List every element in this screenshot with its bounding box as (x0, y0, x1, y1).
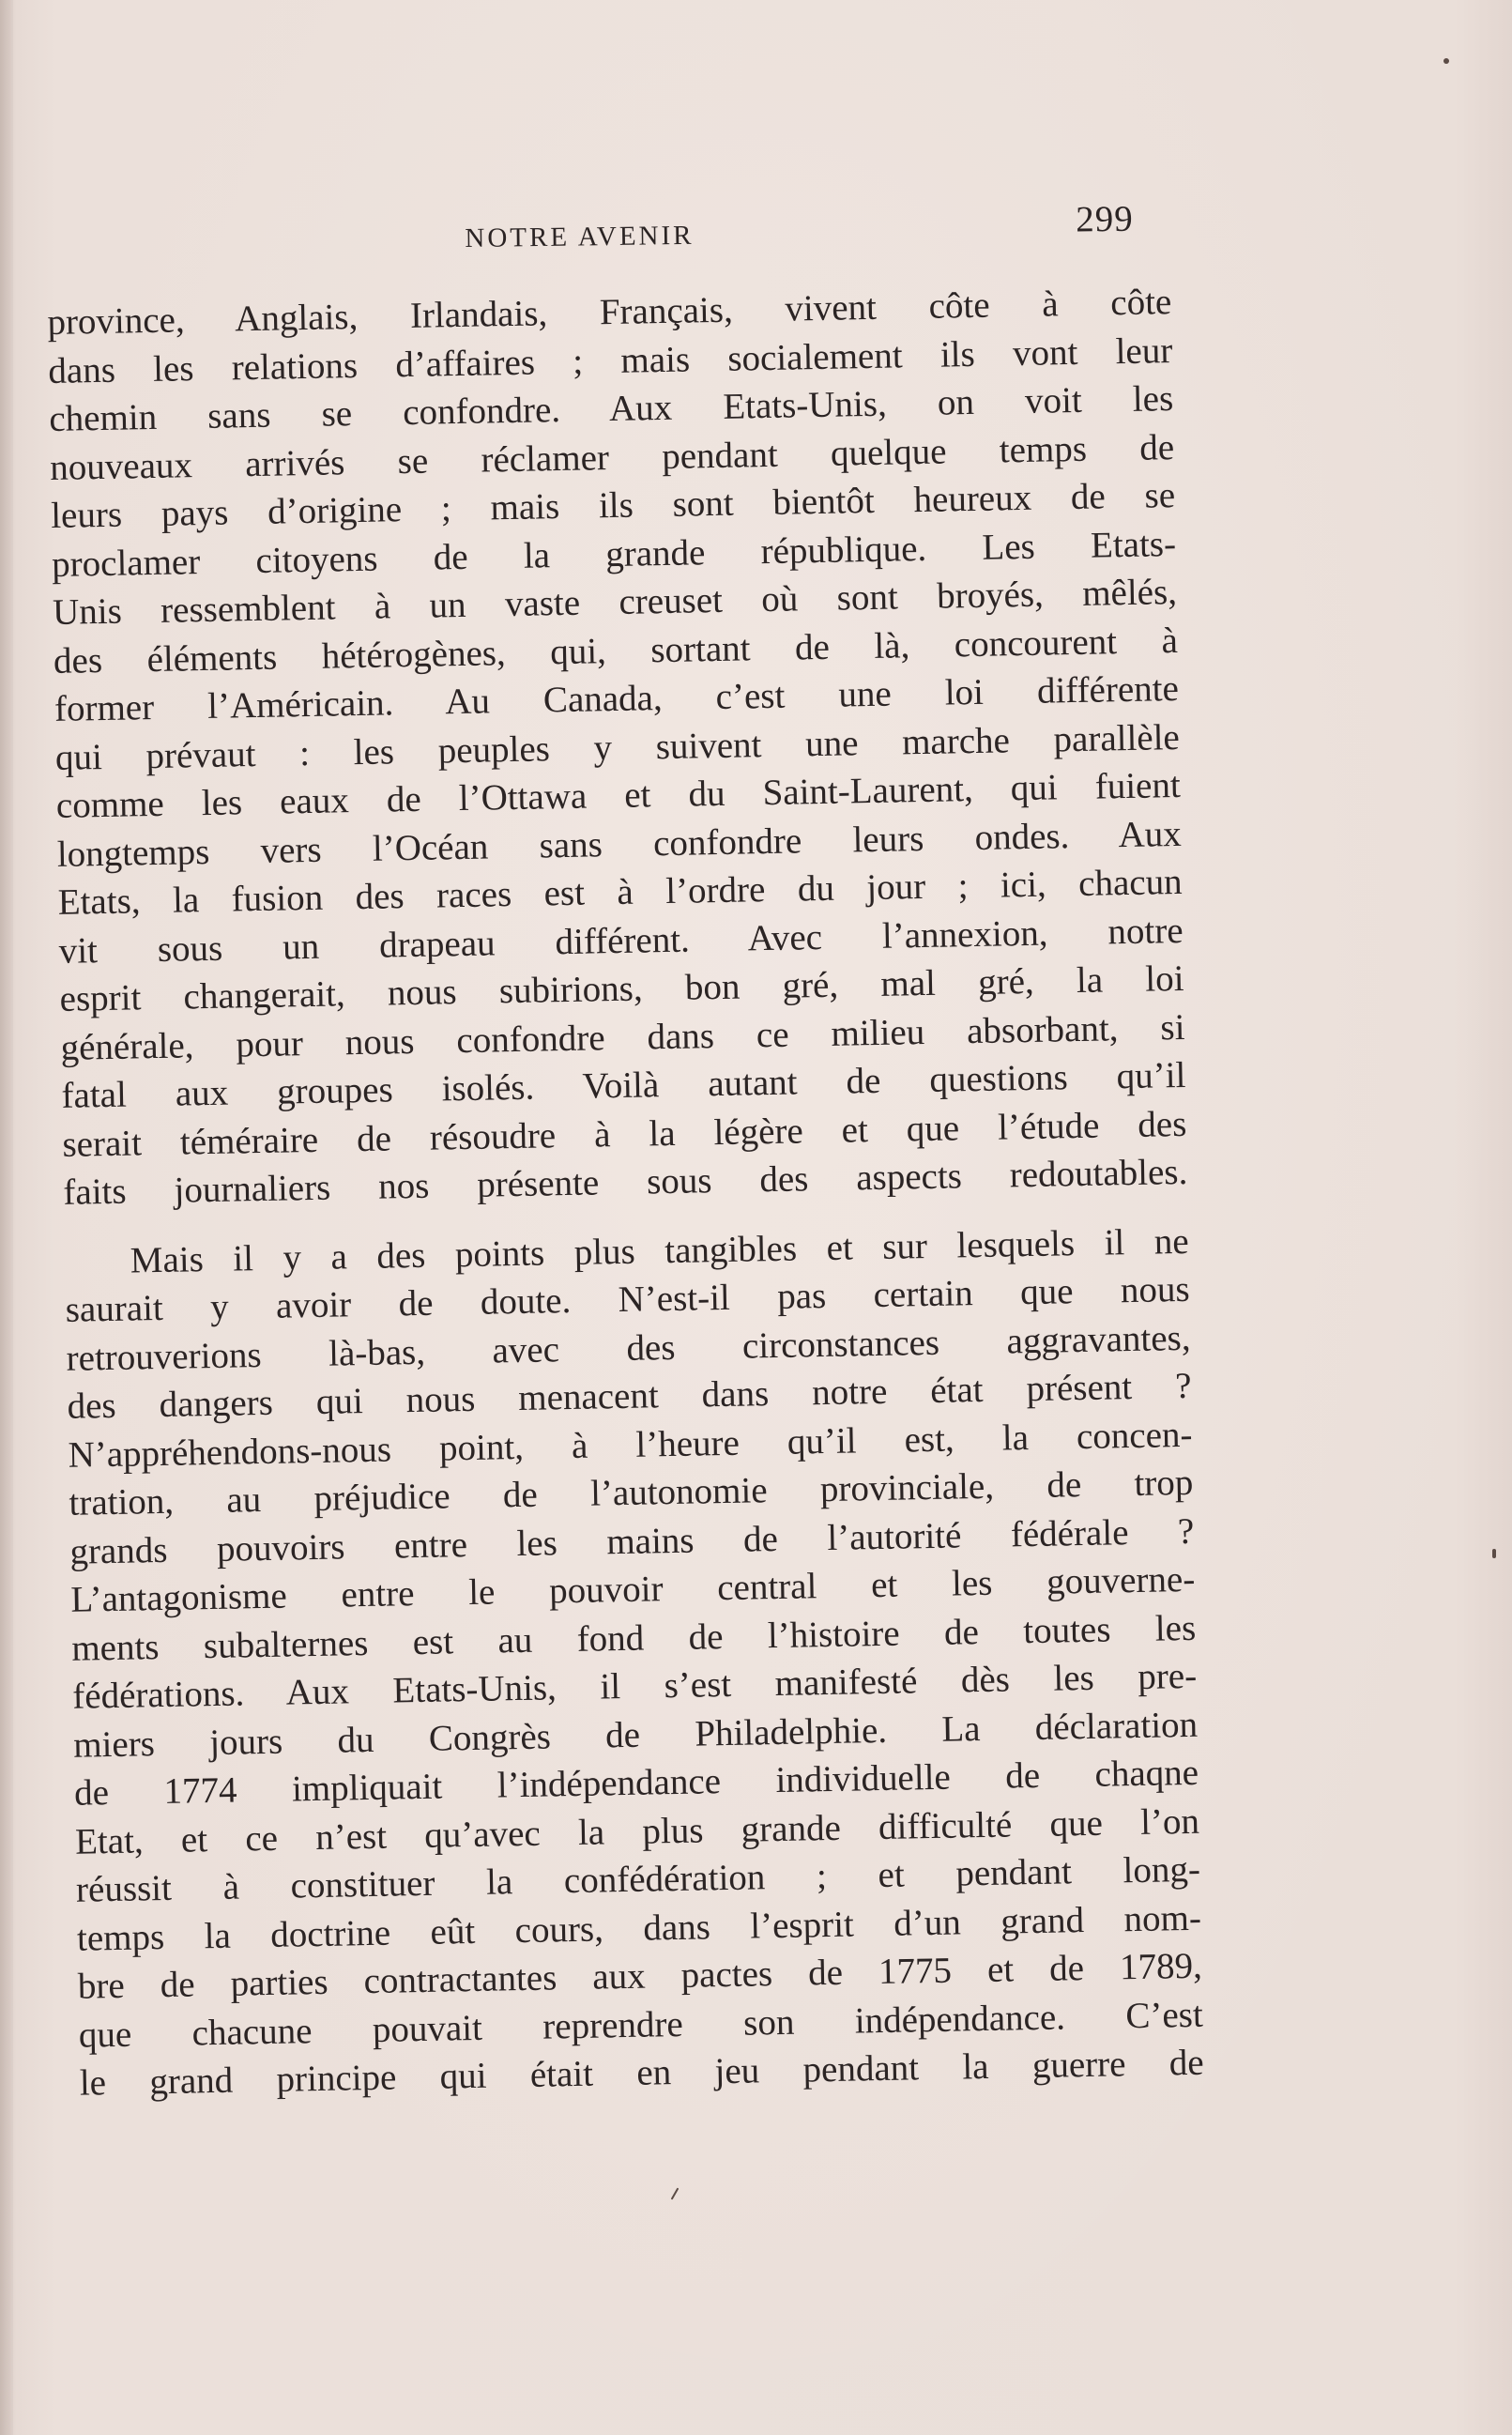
text-line: leurs pays d’origine ; mais ils sont bientôt heureux de se (50, 475, 1176, 536)
text-line: chemin sans se confondre. Aux Etats-Unis, on voit les (48, 378, 1174, 439)
text-line: Etat, et ce n’est qu’avec la plus grande difficulté que l’on (74, 1800, 1200, 1862)
text-line: temps la doctrine eût cours, dans l’esprit d’un grand nom- (76, 1897, 1202, 1959)
text-line: L’antagonisme entre le pouvoir central et les gouverne- (70, 1558, 1196, 1620)
paper-speck (1492, 1549, 1496, 1558)
text-line: proclamer citoyens de la grande république. Les Etats- (51, 523, 1177, 585)
paragraph-1 (47, 278, 1188, 1217)
text-line: retrouverions là-bas, avec des circonstances aggravantes, (66, 1317, 1191, 1379)
text-line: dans les relations d’affaires ; mais socialement ils vont leur (48, 329, 1173, 391)
text-line: ments subalternes est au fond de l’histoire de toutes les (70, 1607, 1197, 1669)
paragraph-2 (64, 1217, 1204, 2107)
text-line: Mais il y a des points plus tangibles et sur lesquels il ne (130, 1220, 1189, 1281)
text-line: saurait y avoir de doute. N’est-il pas certain que nous (65, 1268, 1190, 1330)
page-header (38, 197, 1165, 268)
text-line: vit sous un drapeau différent. Avec l’annexion, notre (58, 910, 1184, 972)
text-line: longtemps vers l’Océan sans confondre leurs ondes. Aux (56, 813, 1183, 875)
text-line: des éléments hétérogènes, qui, sortant de là, concourent à (53, 620, 1179, 681)
text-line: esprit changerait, nous subirions, bon gré, mal gré, la loi (59, 957, 1184, 1019)
paper-speck (1443, 58, 1449, 64)
text-line: tration, au préjudice de l’autonomie provinciale, de trop (69, 1462, 1194, 1524)
text-line: fédérations. Aux Etats-Unis, il s’est manifesté dès les pre- (71, 1655, 1198, 1717)
text-line: bre de parties contractantes aux pactes de 1775 et de 1789, (77, 1945, 1203, 2007)
text-line: réussit à constituer la confédération ; et pendant long- (75, 1848, 1201, 1910)
text-line: nouveaux arrivés se réclamer pendant quelque temps de (49, 426, 1175, 488)
text-line: miers jours du Congrès de Philadelphie. La déclaration (72, 1704, 1199, 1766)
page-number: 299 (1075, 198, 1134, 240)
running-title: NOTRE AVENIR (465, 220, 695, 254)
text-line: former l’Américain. Au Canada, c’est une loi différente (53, 667, 1180, 729)
text-line: des dangers qui nous menacent dans notre état présent ? (67, 1365, 1192, 1427)
text-line: générale, pour nous confondre dans ce milieu absorbant, si (60, 1006, 1185, 1068)
text-line: faits journaliers nos présente sous des aspects redoutables. (63, 1151, 1188, 1213)
text-line: de 1774 impliquait l’indépendance individuelle de chaqne (73, 1752, 1199, 1814)
paper-speck (671, 2187, 680, 2199)
text-line: Etats, la fusion des races est à l’ordre du jour ; ici, chacun (57, 861, 1183, 923)
text-line: fatal aux groupes isolés. Voilà autant de questions qu’il (61, 1054, 1186, 1116)
text-line: serait téméraire de résoudre à la légère et que l’étude des (62, 1103, 1187, 1165)
body-text (47, 278, 1204, 2107)
text-line: que chacune pouvait reprendre son indépendance. C’est (78, 1994, 1204, 2056)
text-line: province, Anglais, Irlandais, Français, vivent côte à côte (47, 282, 1172, 343)
text-line: Unis ressemblent à un vaste creuset où sont broyés, mêlés, (52, 571, 1178, 633)
text-line: le grand principe qui était en jeu pendant la guerre de (79, 2042, 1205, 2104)
text-line: qui prévaut : les peuples y suivent une marche parallèle (54, 716, 1181, 778)
page-gutter-edge (0, 0, 13, 2435)
text-line: comme les eaux de l’Ottawa et du Saint-Laurent, qui fuient (55, 764, 1182, 826)
text-line: grands pouvoirs entre les mains de l’autorité fédérale ? (69, 1510, 1195, 1572)
text-line: N’appréhendons-nous point, à l’heure qu’il est, la concen- (68, 1414, 1193, 1476)
